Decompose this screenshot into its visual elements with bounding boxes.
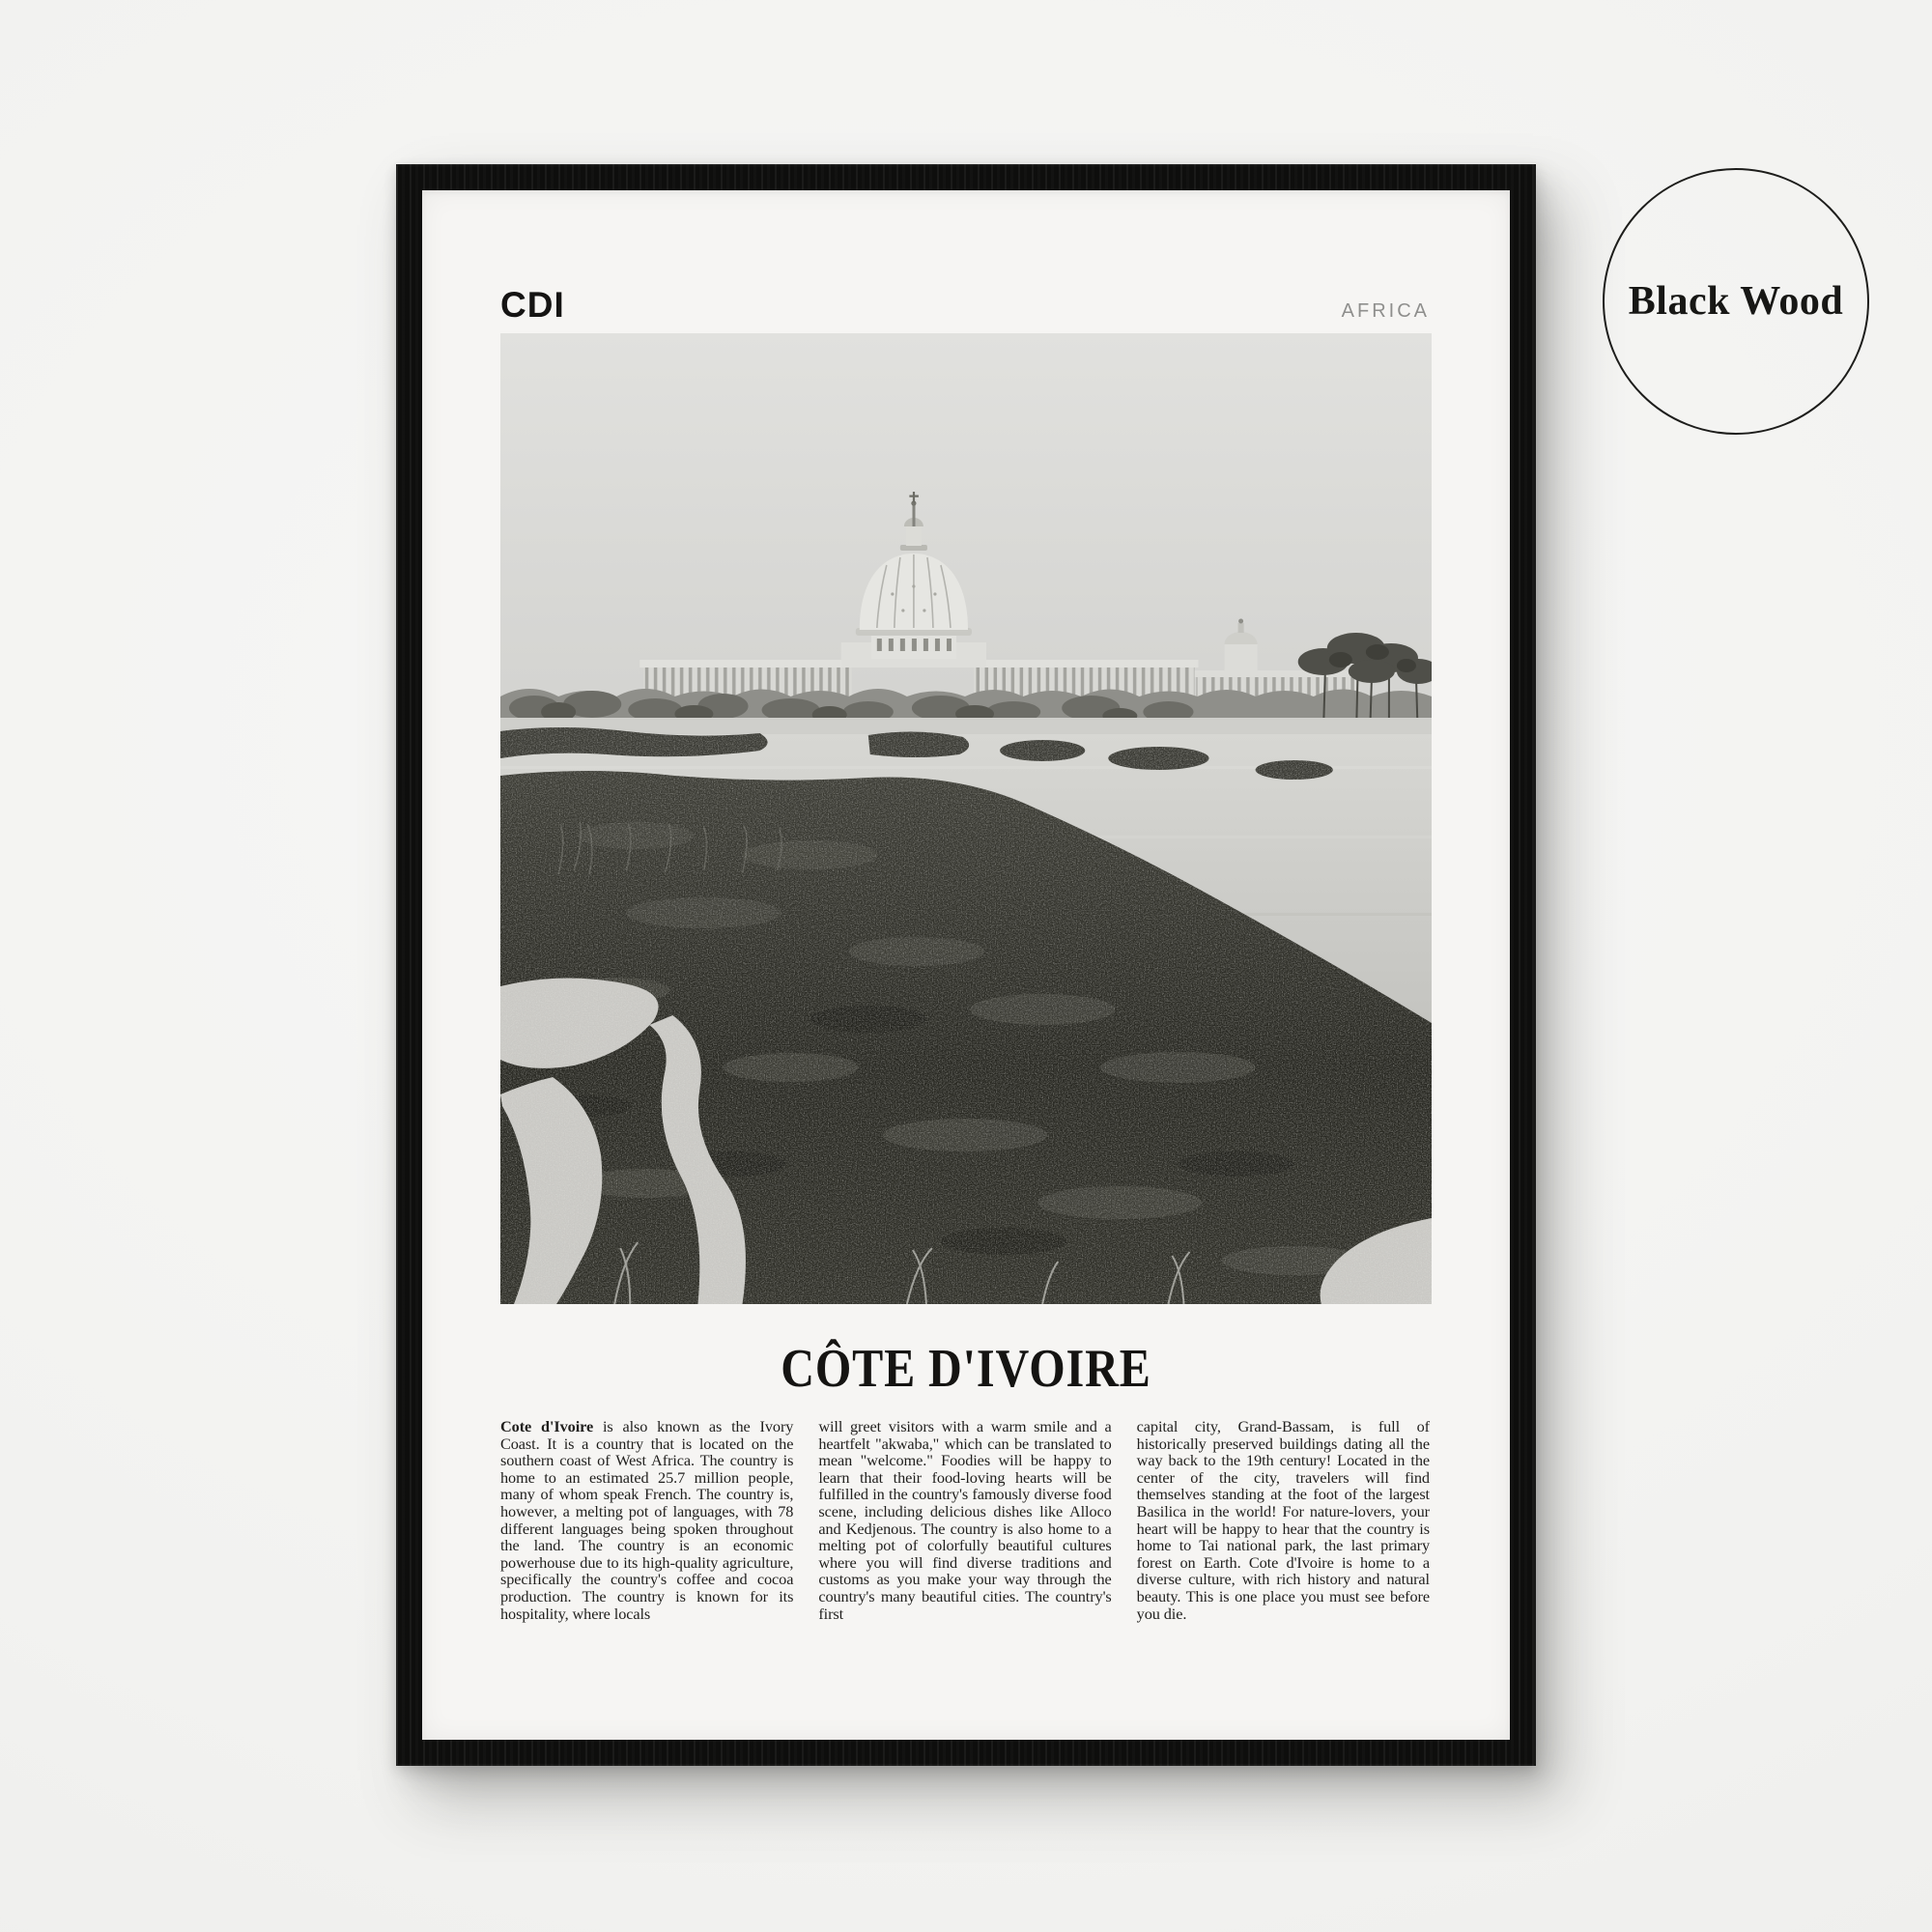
- region-label: AFRICA: [1341, 300, 1430, 322]
- lead-words: Cote d'Ivoire: [500, 1417, 594, 1435]
- column-1-text: is also known as the Ivory Coast. It is a country that is located on the southern coast of West Africa. The country is home to an estimated 25.7 million people, many of whom speak French. The country is, however, a melting pot of languages, with 78 different languages being spoken throughout the land. The country is an economic powerhouse due to its high-quality agriculture, specifically the country's coffee and cocoa production. The country is known for its hospitality, where locals: [500, 1417, 794, 1623]
- poster-title-text: CÔTE D'IVOIRE: [781, 1339, 1151, 1399]
- body-column-1: [500, 1418, 793, 1622]
- poster-frame: [396, 164, 1536, 1766]
- badge-label: Black Wood: [1628, 279, 1844, 324]
- photo-illustration: [500, 333, 1432, 1304]
- poster-body: [500, 1418, 1430, 1622]
- poster-title: [422, 1339, 1510, 1399]
- body-column-2: will greet visitors with a warm smile and a heartfelt "akwaba," which can be translated to mean "welcome." Foodies will be happy to learn that their food-loving hearts will be fulfilled in the country's famously diverse food scene, including delicious dishes like Alloco and Kedjenous. The country is also home to a melting pot of colorfully beautiful cultures where you will find diverse traditions and customs as you make your way through the country's many beautiful cities. The country's first: [818, 1417, 1112, 1623]
- country-code: CDI: [500, 285, 565, 325]
- frame-material-badge: [1603, 168, 1869, 435]
- poster-photo: [500, 333, 1432, 1304]
- body-column-3: capital city, Grand-Bassam, is full of historically preserved buildings dating all the way back to the 19th century! Located in the center of the city, travelers will find themselves standing at the foot of the largest Basilica in the world! For nature-lovers, your heart will be happy to hear that the country is home to Tai national park, the last primary forest on Earth. Cote d'Ivoire is home to a diverse culture, with rich history and natural beauty. This is one place you must see before you die.: [1136, 1417, 1430, 1623]
- poster-paper: [422, 190, 1510, 1740]
- poster-header: [500, 287, 1430, 323]
